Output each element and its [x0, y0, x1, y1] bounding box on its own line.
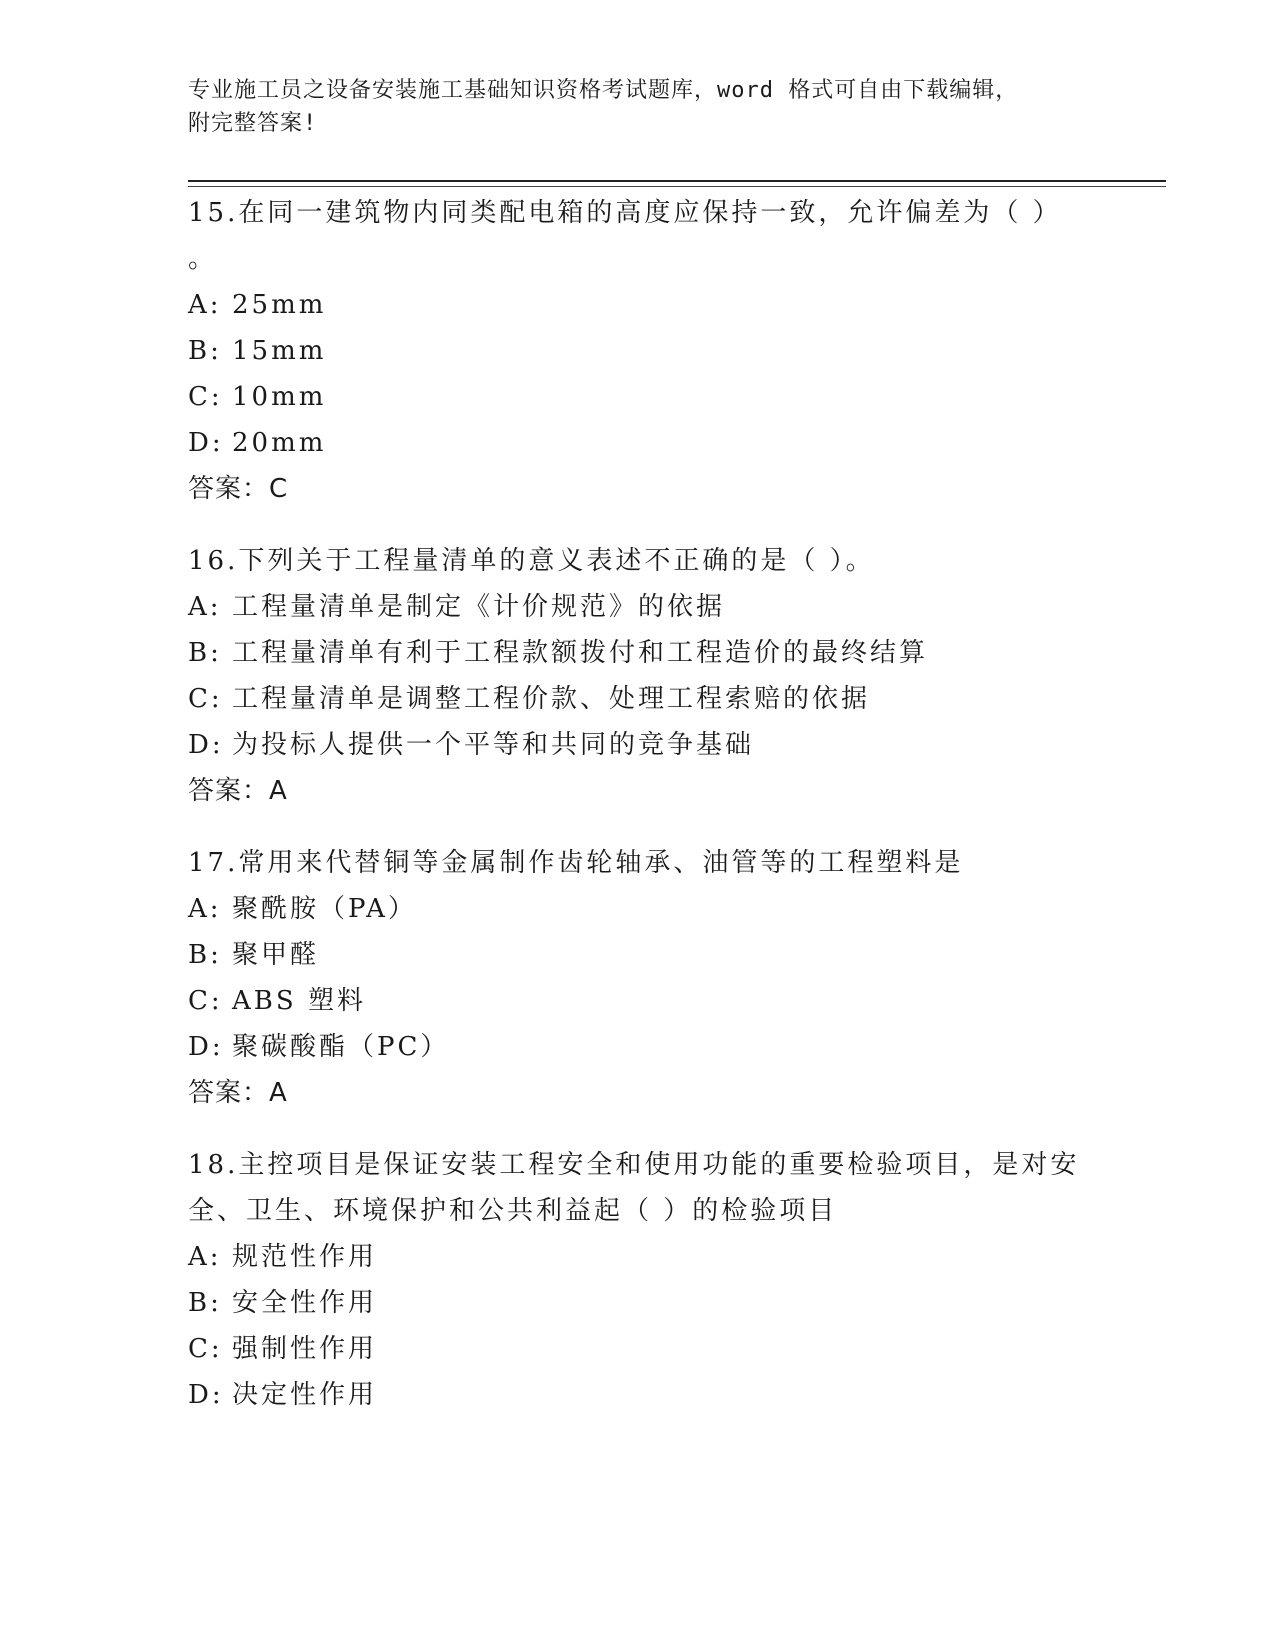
option-label: A:	[188, 290, 222, 320]
question-17	[188, 840, 1088, 1116]
option-label: D:	[188, 428, 224, 458]
question-text-continued: 全、卫生、环境保护和公共利益起（ ）的检验项目	[188, 1196, 838, 1226]
option-text: 安全性作用	[232, 1288, 378, 1318]
question-text: 17.常用来代替铜等金属制作齿轮轴承、油管等的工程塑料是	[188, 848, 964, 878]
option-c	[188, 978, 1088, 1024]
option-label: C:	[188, 382, 223, 412]
option-d	[188, 722, 1088, 768]
option-text: 规范性作用	[232, 1242, 378, 1272]
header-line-2: 附完整答案!	[188, 111, 318, 136]
question-list	[188, 190, 1088, 1444]
header-divider-thick	[188, 180, 1166, 182]
option-label: A:	[188, 894, 222, 924]
question-15	[188, 190, 1088, 512]
question-16	[188, 538, 1088, 814]
option-c	[188, 1326, 1088, 1372]
option-text: 工程量清单有利于工程款额拨付和工程造价的最终结算	[232, 638, 929, 668]
question-text-continued: 。	[188, 244, 218, 274]
option-d	[188, 1372, 1088, 1418]
option-b	[188, 328, 1088, 374]
option-label: B:	[188, 336, 222, 366]
option-c	[188, 676, 1088, 722]
question-text: 16.下列关于工程量清单的意义表述不正确的是（ ）。	[188, 546, 875, 576]
option-a	[188, 1234, 1088, 1280]
question-text: 15.在同一建筑物内同类配电箱的高度应保持一致，允许偏差为（ ）	[188, 198, 1062, 228]
option-label: B:	[188, 638, 222, 668]
option-b	[188, 932, 1088, 978]
option-a	[188, 886, 1088, 932]
option-c	[188, 374, 1088, 420]
answer-line: 答案：C	[188, 474, 289, 504]
option-label: C:	[188, 986, 223, 1016]
question-text: 18.主控项目是保证安装工程安全和使用功能的重要检验项目，是对安	[188, 1150, 1080, 1180]
option-text: 20mm	[232, 428, 327, 458]
option-text: 强制性作用	[232, 1334, 378, 1364]
option-text: 为投标人提供一个平等和共同的竞争基础	[232, 730, 755, 760]
option-text: ABS 塑料	[232, 986, 366, 1016]
option-b	[188, 1280, 1088, 1326]
option-b	[188, 630, 1088, 676]
document-header	[188, 74, 1088, 140]
option-label: C:	[188, 684, 223, 714]
header-divider-thin	[188, 186, 1166, 187]
option-text: 25mm	[232, 290, 327, 320]
question-18	[188, 1142, 1088, 1418]
option-text: 工程量清单是调整工程价款、处理工程索赔的依据	[232, 684, 871, 714]
option-text: 聚甲醛	[232, 940, 320, 970]
option-a	[188, 584, 1088, 630]
answer-line: 答案：A	[188, 1078, 288, 1108]
option-text: 聚碳酸酯（PC）	[232, 1032, 450, 1062]
option-label: A:	[188, 1242, 222, 1272]
option-a	[188, 282, 1088, 328]
option-label: B:	[188, 940, 222, 970]
option-label: C:	[188, 1334, 223, 1364]
option-text: 决定性作用	[232, 1380, 378, 1410]
option-text: 聚酰胺（PA）	[232, 894, 417, 924]
option-text: 工程量清单是制定《计价规范》的依据	[232, 592, 726, 622]
option-label: D:	[188, 730, 224, 760]
option-text: 10mm	[232, 382, 327, 412]
option-label: D:	[188, 1032, 224, 1062]
option-label: D:	[188, 1380, 224, 1410]
header-line-1: 专业施工员之设备安装施工基础知识资格考试题库，word 格式可自由下载编辑，	[188, 78, 1019, 103]
option-text: 15mm	[232, 336, 327, 366]
option-label: B:	[188, 1288, 222, 1318]
answer-line: 答案：A	[188, 776, 288, 806]
option-d	[188, 420, 1088, 466]
option-label: A:	[188, 592, 222, 622]
option-d	[188, 1024, 1088, 1070]
